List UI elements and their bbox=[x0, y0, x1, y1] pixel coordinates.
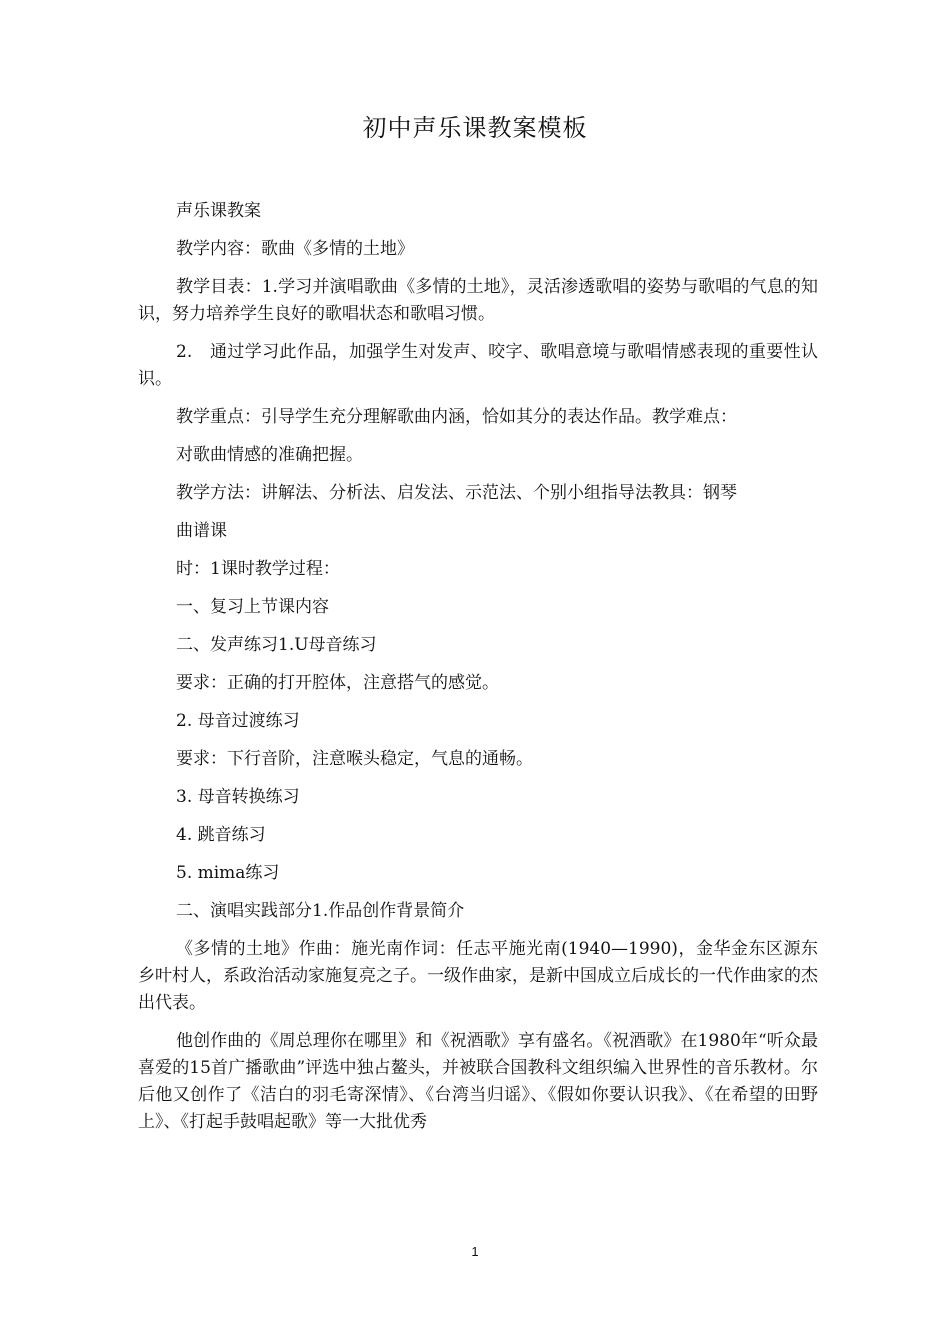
paragraph: 教学重点：引导学生充分理解歌曲内涵，恰如其分的表达作品。教学难点： bbox=[176, 407, 737, 427]
paragraph: 要求：下行音阶，注意喉头稳定，气息的通畅。 bbox=[176, 749, 533, 769]
paragraph: 3. 母音转换练习 bbox=[176, 787, 300, 807]
paragraph: 5. mima练习 bbox=[176, 863, 280, 883]
paragraph: 声乐课教案 bbox=[176, 201, 261, 221]
paragraph: 一、复习上节课内容 bbox=[176, 597, 329, 617]
document-title: 初中声乐课教案模板 bbox=[362, 114, 588, 142]
paragraph: 2. 通过学习此作品，加强学生对发声、咬字、歌唱意境与歌唱情感表现的重要性认识。 bbox=[138, 342, 818, 389]
paragraph: 教学方法：讲解法、分析法、启发法、示范法、个别小组指导法教具：钢琴 bbox=[176, 483, 737, 503]
paragraph: 对歌曲情感的准确把握。 bbox=[176, 445, 363, 465]
paragraph: 二、发声练习1.U母音练习 bbox=[176, 635, 377, 655]
paragraph: 2. 母音过渡练习 bbox=[176, 711, 300, 731]
paragraph: 曲谱课 bbox=[176, 521, 227, 541]
paragraph: 时：1课时教学过程： bbox=[176, 559, 340, 579]
page-number: 1 bbox=[471, 1244, 479, 1259]
paragraph: 要求：正确的打开腔体，注意搭气的感觉。 bbox=[176, 673, 499, 693]
paragraph: 他创作曲的《周总理你在哪里》和《祝酒歌》享有盛名。《祝酒歌》在1980年“听众最喜爱的15首广播歌曲”评选中独占鳌头，并被联合国教科文组织编入世界性的音乐教材。尔后他又创作了《洁白的羽毛寄深情》、《台湾当归谣》、《假如你要认识我》、《在希望的田野上》、《打起手鼓唱起歌》等一大批优秀 bbox=[138, 1031, 818, 1132]
paragraph: 4. 跳音练习 bbox=[176, 825, 266, 845]
document-body bbox=[138, 198, 818, 1147]
paragraph: 教学目表：1.学习并演唱歌曲《多情的土地》，灵活渗透歌唱的姿势与歌唱的气息的知识，努力培养学生良好的歌唱状态和歌唱习惯。 bbox=[138, 277, 818, 324]
paragraph: 教学内容：歌曲《多情的土地》 bbox=[176, 239, 414, 259]
paragraph: 二、演唱实践部分1.作品创作背景简介 bbox=[176, 901, 465, 921]
paragraph: 《多情的土地》作曲：施光南作词：任志平施光南(1940—1990)，金华金东区源东乡叶村人，系政治活动家施复亮之子。一级作曲家，是新中国成立后成长的一代作曲家的杰出代表。 bbox=[138, 939, 818, 1013]
